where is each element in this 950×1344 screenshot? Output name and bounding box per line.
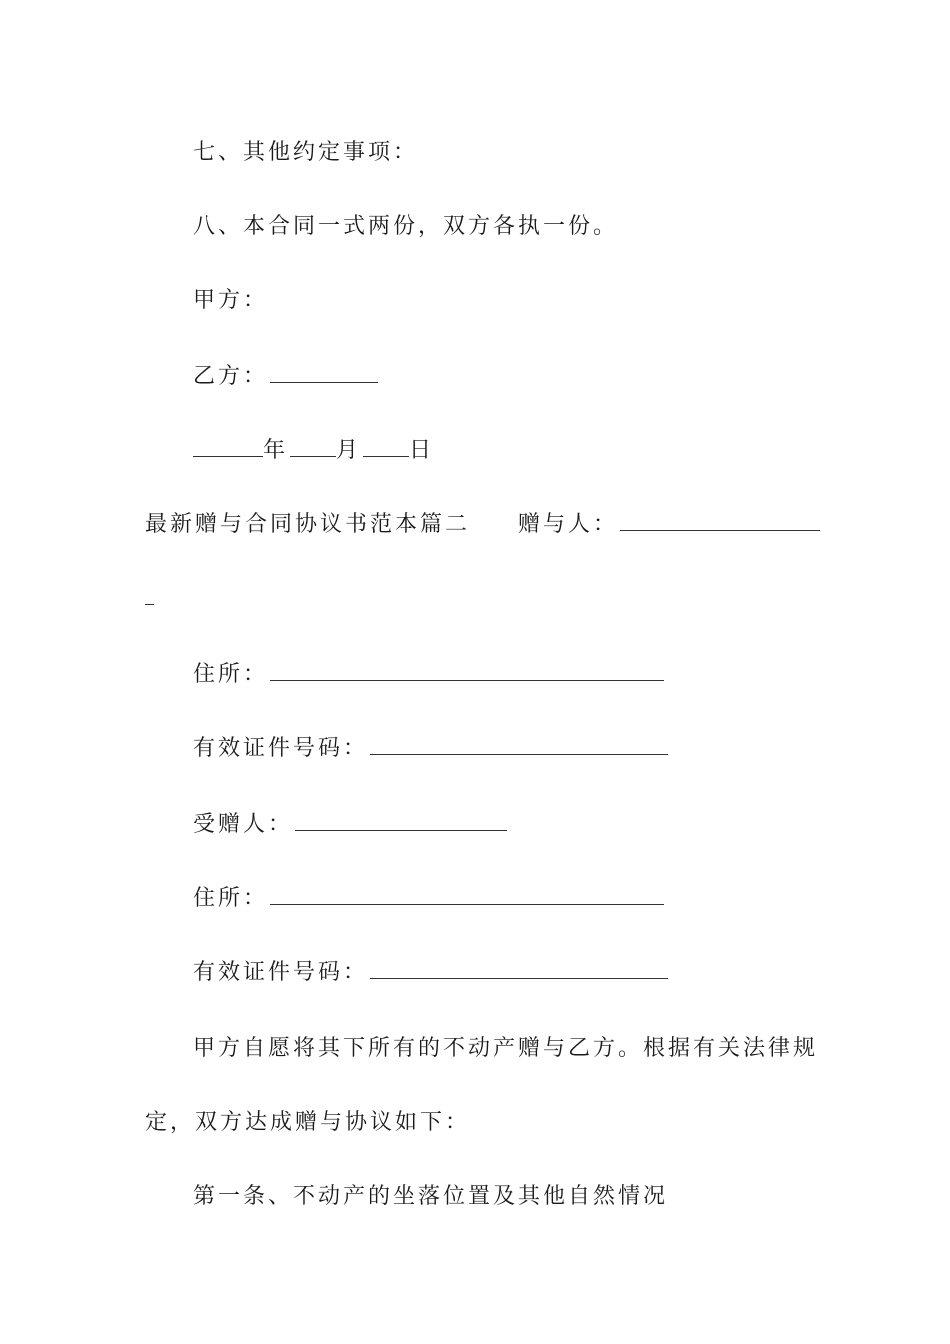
month-blank: [290, 436, 336, 457]
donee-line: [193, 810, 507, 840]
party-b-blank: [270, 362, 378, 383]
month-label: 月: [336, 438, 362, 463]
donee-blank: [295, 810, 507, 831]
intro-paragraph-line-2: [145, 1108, 470, 1138]
party-b-line: [193, 362, 378, 392]
donor-address-label: 住所：: [193, 662, 269, 687]
section-title: 最新赠与合同协议书范本篇二: [145, 512, 471, 537]
donor-blank: [620, 510, 820, 531]
clause-7: [193, 138, 418, 168]
donor-blank-continuation: [145, 584, 154, 614]
clause-8-text: 八、本合同一式两份，双方各执一份。: [193, 214, 619, 239]
date-line: [193, 436, 434, 466]
donor-id-line: [193, 734, 668, 764]
article-1-heading: [193, 1182, 668, 1212]
donee-label: 受赠人：: [193, 812, 294, 837]
intro-text-2: 定，双方达成赠与协议如下：: [145, 1110, 471, 1135]
clause-8: [193, 212, 618, 242]
intro-text-1: 甲方自愿将其下所有的不动产赠与乙方。根据有关法律规: [193, 1036, 819, 1061]
donee-id-blank: [370, 958, 668, 979]
article-1-text: 第一条、不动产的坐落位置及其他自然情况: [193, 1184, 669, 1209]
donee-address-label: 住所：: [193, 886, 269, 911]
party-b-text: 乙方：: [193, 364, 269, 389]
clause-7-text: 七、其他约定事项：: [193, 140, 419, 165]
donor-id-blank: [370, 734, 668, 755]
donee-id-line: [193, 958, 668, 988]
donor-label: 赠与人：: [518, 512, 619, 537]
donee-address-line: [193, 884, 664, 914]
intro-paragraph-line-1: [193, 1034, 818, 1064]
party-a-text: 甲方：: [193, 288, 269, 313]
day-label: 日: [409, 438, 435, 463]
donor-id-label: 有效证件号码：: [193, 736, 369, 761]
year-blank: [193, 436, 263, 457]
year-label: 年: [263, 438, 289, 463]
donor-blank-tail: [145, 584, 154, 605]
donor-address-blank: [270, 660, 664, 681]
party-a-label: [193, 286, 268, 316]
donor-address-line: [193, 660, 664, 690]
donee-address-blank: [270, 884, 664, 905]
section-title-line: [145, 510, 820, 540]
day-blank: [363, 436, 409, 457]
donee-id-label: 有效证件号码：: [193, 960, 369, 985]
